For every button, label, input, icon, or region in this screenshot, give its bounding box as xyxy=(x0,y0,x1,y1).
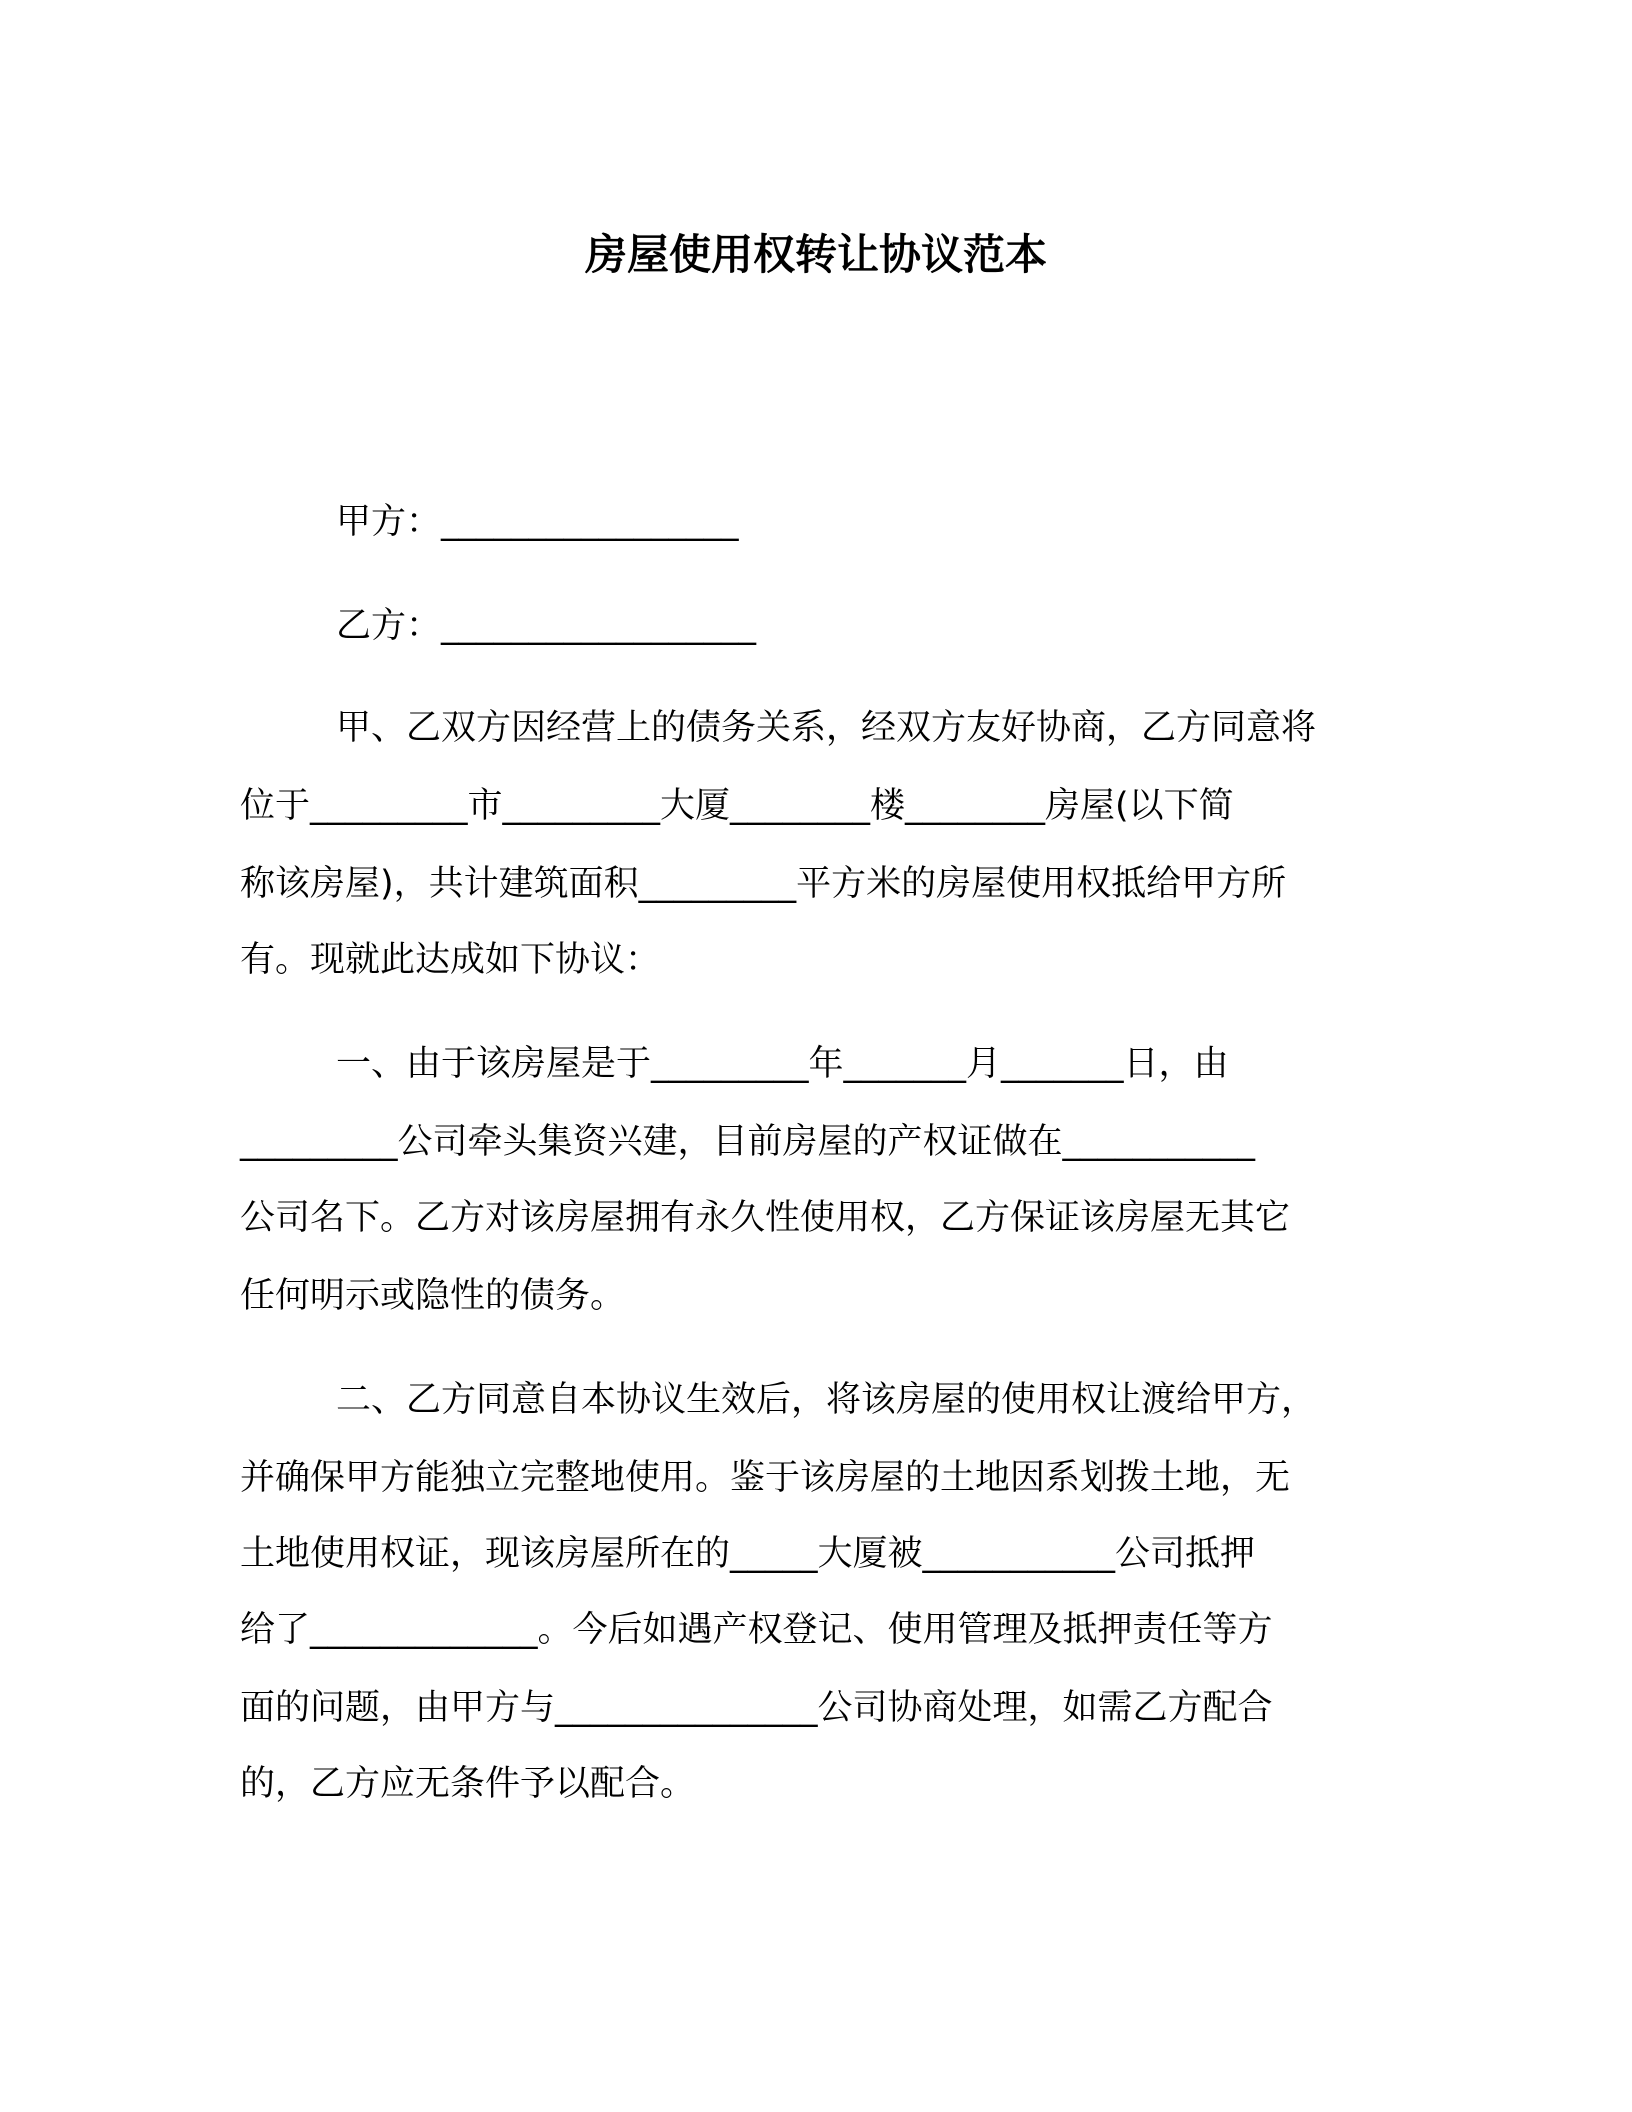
document-title: 房屋使用权转让协议范本 xyxy=(584,230,1047,279)
clause-2-line-2: 并确保甲方能独立完整地使用。鉴于该房屋的土地因系划拨土地，无 xyxy=(240,1458,1291,1498)
clause-1-line-4: 任何明示或隐性的债务。 xyxy=(240,1276,626,1316)
clause-1-line-3: 公司名下。乙方对该房屋拥有永久性使用权，乙方保证该房屋无其它 xyxy=(240,1198,1291,1238)
intro-line-3: 称该房屋)，共计建筑面积_________平方米的房屋使用权抵给甲方所 xyxy=(240,864,1287,904)
clause-2-line-1: 二、乙方同意自本协议生效后，将该房屋的使用权让渡给甲方， xyxy=(336,1380,1317,1420)
party-b-line: 乙方：__________________ xyxy=(336,606,757,646)
clause-1-line-1: 一、由于该房屋是于_________年_______月_______日，由 xyxy=(336,1044,1229,1084)
clause-2-line-6: 的，乙方应无条件予以配合。 xyxy=(240,1764,696,1804)
intro-line-1: 甲、乙双方因经营上的债务关系，经双方友好协商，乙方同意将 xyxy=(336,708,1317,748)
intro-line-2: 位于_________市_________大厦________楼________房屋(以下简 xyxy=(240,786,1234,826)
clause-1-line-2: _________公司牵头集资兴建，目前房屋的产权证做在___________ xyxy=(240,1122,1256,1162)
intro-line-4: 有。现就此达成如下协议： xyxy=(240,940,661,980)
party-a-line: 甲方：_________________ xyxy=(336,502,739,542)
clause-2-line-5: 面的问题，由甲方与_______________公司协商处理，如需乙方配合 xyxy=(240,1688,1273,1728)
clause-2-line-4: 给了_____________。今后如遇产权登记、使用管理及抵押责任等方 xyxy=(240,1610,1273,1650)
clause-2-line-3: 土地使用权证，现该房屋所在的_____大厦被___________公司抵押 xyxy=(240,1534,1256,1574)
